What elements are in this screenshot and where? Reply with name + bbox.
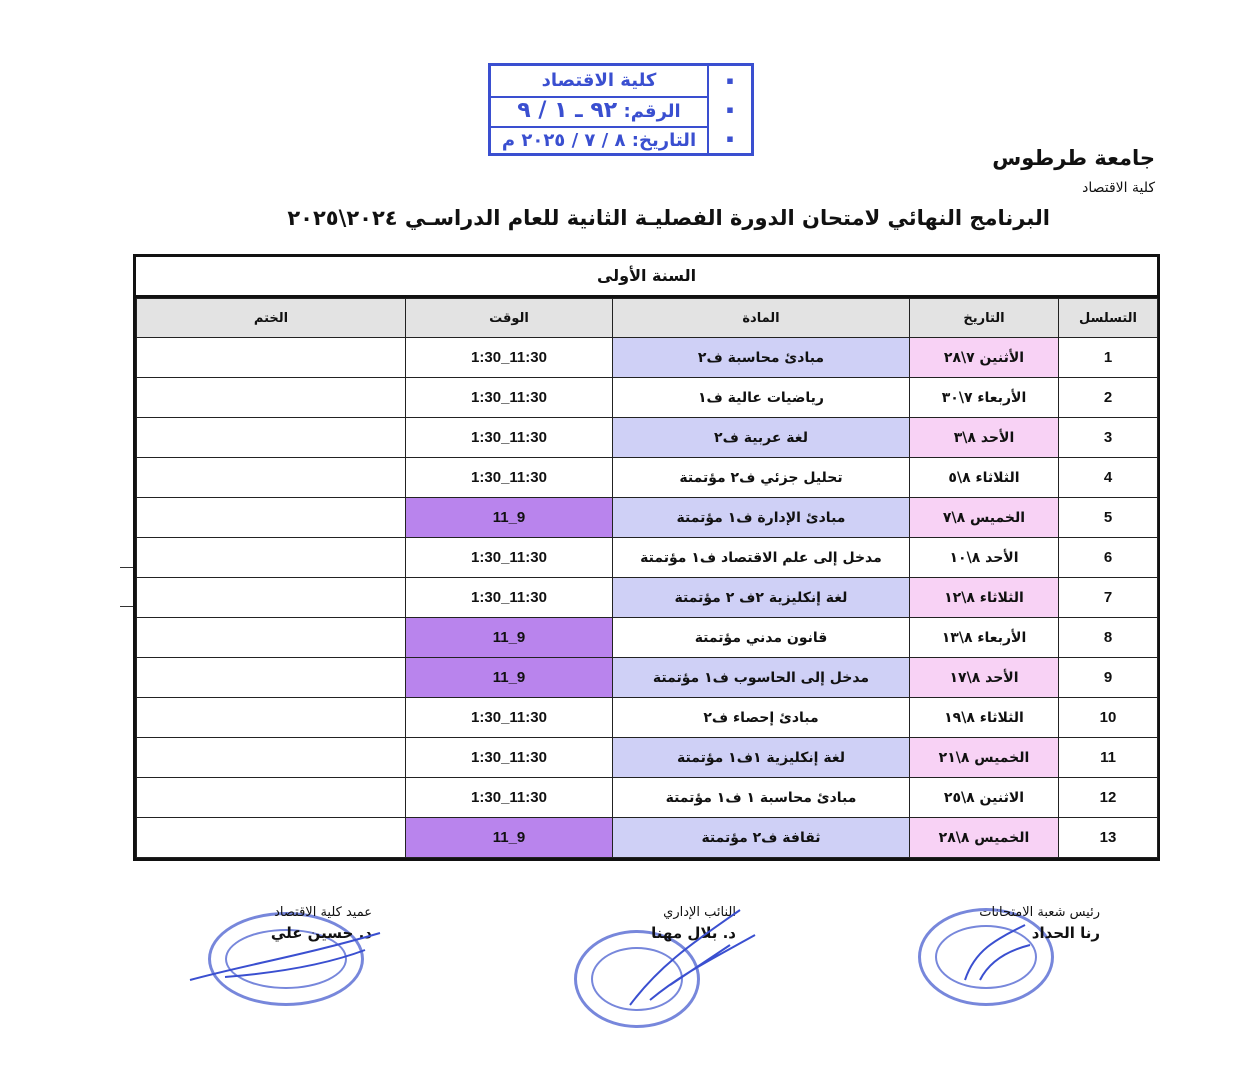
cell-stamp (137, 658, 406, 698)
cell-stamp (137, 618, 406, 658)
cell-time: 1:30_11:30 (406, 458, 613, 498)
table-row (137, 698, 1158, 738)
admin-handwritten-signature (620, 905, 760, 1015)
cell-date: الأحد ٨\١٧ (910, 658, 1059, 698)
cell-date: الأحد ٨\٣ (910, 418, 1059, 458)
cell-subject: مبادئ إحصاء ف٢ (613, 698, 910, 738)
stamp-side: ▪ ▪ ▪ (707, 66, 751, 153)
cell-time: 11_9 (406, 818, 613, 858)
cell-seq: 6 (1059, 538, 1158, 578)
cell-seq: 8 (1059, 618, 1158, 658)
cell-time: 1:30_11:30 (406, 578, 613, 618)
table-row (137, 418, 1158, 458)
stamp-date-value: ٨ / ٧ / ٢٠٢٥ م (501, 130, 626, 151)
cell-stamp (137, 418, 406, 458)
cell-date: الأربعاء ٧\٣٠ (910, 378, 1059, 418)
cell-time: 1:30_11:30 (406, 778, 613, 818)
exam-schedule-table (133, 254, 1160, 861)
dean-name: د. حسين علي (270, 924, 372, 942)
cell-date: الأربعاء ٨\١٣ (910, 618, 1059, 658)
stamp-header: كلية الاقتصاد (491, 66, 707, 98)
stamp-ref-row: الرقم: ٩٢ ـ ١ / ٩ (491, 96, 707, 128)
dean-handwritten-signature (185, 925, 385, 995)
table-row (137, 618, 1158, 658)
cell-subject: لغة عربية ف٢ (613, 418, 910, 458)
cell-time: 1:30_11:30 (406, 538, 613, 578)
cell-subject: تحليل جزئي ف٢ مؤتمتة (613, 458, 910, 498)
header-row (137, 299, 1158, 338)
cell-stamp (137, 498, 406, 538)
page-title: البرنامج النهائي لامتحان الدورة الفصليـة الثانية للعام الدراسـي ٢٠٢٤\٢٠٢٥ (287, 206, 1050, 230)
cell-date: الثلاثاء ٨\١٢ (910, 578, 1059, 618)
cell-subject: ثقافة ف٢ مؤتمتة (613, 818, 910, 858)
cell-stamp (137, 698, 406, 738)
table-row (137, 578, 1158, 618)
table-row (137, 818, 1158, 858)
stamp-date-row: التاريخ: ٨ / ٧ / ٢٠٢٥ م (501, 130, 697, 151)
cell-time: 1:30_11:30 (406, 698, 613, 738)
cell-date: الخميس ٨\٢٨ (910, 818, 1059, 858)
admin-role: النائب الإداري (663, 905, 736, 920)
cell-time: 11_9 (406, 618, 613, 658)
cell-subject: مبادئ محاسبة ١ ف١ مؤتمتة (613, 778, 910, 818)
cell-seq: 3 (1059, 418, 1158, 458)
cell-stamp (137, 458, 406, 498)
schedule-grid (136, 298, 1158, 858)
table-row (137, 538, 1158, 578)
cell-date: الأثنين ٧\٢٨ (910, 338, 1059, 378)
stamp-ref-value: ٩٢ ـ ١ / ٩ (517, 98, 618, 123)
cell-seq: 10 (1059, 698, 1158, 738)
table-row (137, 378, 1158, 418)
exams-handwritten-signature (955, 920, 1035, 990)
dean-role: عميد كلية الاقتصاد (274, 905, 372, 920)
cell-stamp (137, 578, 406, 618)
year-title: السنة الأولى (136, 257, 1157, 298)
cell-seq: 11 (1059, 738, 1158, 778)
cell-seq: 9 (1059, 658, 1158, 698)
cell-subject: مبادئ الإدارة ف١ مؤتمتة (613, 498, 910, 538)
cell-stamp (137, 338, 406, 378)
cell-subject: رياضيات عالية ف١ (613, 378, 910, 418)
table-row (137, 738, 1158, 778)
cell-time: 1:30_11:30 (406, 378, 613, 418)
university-name: جامعة طرطوس (992, 146, 1155, 170)
cell-seq: 13 (1059, 818, 1158, 858)
cell-time: 1:30_11:30 (406, 338, 613, 378)
cell-seq: 7 (1059, 578, 1158, 618)
exams-name: رنا الحداد (1031, 924, 1100, 942)
admin-name: د. بلال مهنا (651, 924, 736, 942)
stamp-ref-label: الرقم (630, 101, 681, 122)
cell-subject: لغة إنكليزية ١ف١ مؤتمتة (613, 738, 910, 778)
registration-stamp (488, 63, 754, 156)
cell-subject: قانون مدني مؤتمتة (613, 618, 910, 658)
cell-seq: 1 (1059, 338, 1158, 378)
cell-stamp (137, 538, 406, 578)
col-subject: المادة (613, 299, 910, 338)
col-time: الوقت (406, 299, 613, 338)
cell-time: 1:30_11:30 (406, 738, 613, 778)
table-row (137, 458, 1158, 498)
table-row (137, 658, 1158, 698)
cell-date: الأحد ٨\١٠ (910, 538, 1059, 578)
cell-date: الاثنين ٨\٢٥ (910, 778, 1059, 818)
cell-stamp (137, 378, 406, 418)
table-row (137, 778, 1158, 818)
cell-time: 11_9 (406, 498, 613, 538)
margin-mark (120, 567, 134, 568)
cell-seq: 12 (1059, 778, 1158, 818)
cell-subject: لغة إنكليزية ٢ف ٢ مؤتمتة (613, 578, 910, 618)
col-stamp: الختم (137, 299, 406, 338)
cell-time: 11_9 (406, 658, 613, 698)
stamp-date-label: التاريخ (638, 130, 697, 151)
table-row (137, 498, 1158, 538)
cell-seq: 4 (1059, 458, 1158, 498)
cell-subject: مبادئ محاسبة ف٢ (613, 338, 910, 378)
cell-stamp (137, 778, 406, 818)
table-row (137, 338, 1158, 378)
cell-seq: 5 (1059, 498, 1158, 538)
cell-stamp (137, 738, 406, 778)
col-date: التاريخ (910, 299, 1059, 338)
cell-date: الخميس ٨\٧ (910, 498, 1059, 538)
cell-subject: مدخل إلى علم الاقتصاد ف١ مؤتمتة (613, 538, 910, 578)
cell-time: 1:30_11:30 (406, 418, 613, 458)
cell-stamp (137, 818, 406, 858)
cell-date: الثلاثاء ٨\٥ (910, 458, 1059, 498)
margin-mark (120, 606, 134, 607)
faculty-name: كلية الاقتصاد (1082, 180, 1155, 196)
exams-role: رئيس شعبة الامتحانات (979, 905, 1100, 920)
cell-date: الثلاثاء ٨\١٩ (910, 698, 1059, 738)
cell-subject: مدخل إلى الحاسوب ف١ مؤتمتة (613, 658, 910, 698)
col-seq: التسلسل (1059, 299, 1158, 338)
cell-date: الخميس ٨\٢١ (910, 738, 1059, 778)
cell-seq: 2 (1059, 378, 1158, 418)
